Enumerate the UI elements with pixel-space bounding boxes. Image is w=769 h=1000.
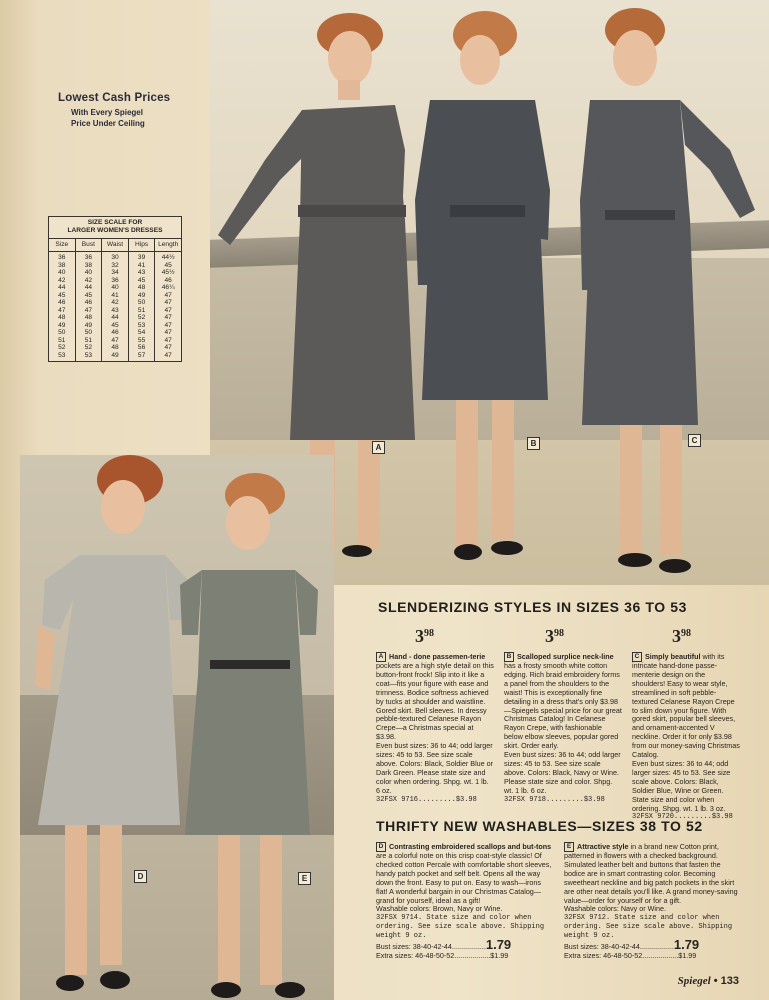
item-a-sku: 32FSX 9716.........$3.98 [376, 795, 477, 804]
item-d-colors: Washable colors: Brown, Navy or Wine. [376, 904, 503, 914]
label-e: E [298, 872, 311, 885]
header-waist: Waist [102, 239, 129, 251]
price-a [415, 626, 434, 647]
col-waist: 30 32 34 36 40 41 42 43 44 45 46 47 48 49 [102, 252, 129, 361]
price-b-dollars: 3 [545, 626, 554, 646]
item-d-lead: Contrasting embroidered scallops and but-tons [389, 841, 552, 851]
page-footer [678, 975, 739, 987]
item-c-text: with its intricate hand-done passe-menterie design on the shoulders! Easy to wear style, streamlined in soft pebble-textured Celanese Rayon Crepe to slim down your figure. With gored skirt, popular bell sleeves, and ornament-accented V neckline. Order it for only $3.98 from our money-saving Christmas Catalog. [632, 651, 740, 760]
item-d-marker: D [376, 842, 386, 852]
price-c-cents: 98 [681, 628, 691, 639]
size-scale-header [49, 239, 181, 252]
item-a-copy [376, 652, 494, 805]
item-e-price: 1.79 [673, 937, 700, 953]
col-hips: 39 41 43 45 48 49 50 51 52 53 54 55 56 57 [129, 252, 156, 361]
promo-line-2: With Every Spiegel [71, 108, 143, 117]
item-d-bust: Bust sizes: 38-40-42-44................. [376, 942, 486, 952]
price-a-cents: 98 [424, 628, 434, 639]
item-a-sizes: Even bust sizes: 36 to 44; odd larger sizes: 45 to 53. See size scale above. Colors: Black, Soldier Blue or Dark Green. Please state size and color when ordering. Shpg. wt. 1 lb. 6 oz. [376, 741, 494, 795]
promo-line-3: Price Under Ceiling [71, 119, 145, 128]
header-size: Size [49, 239, 76, 251]
item-c-sizes: Even bust sizes: 36 to 44; odd larger sizes: 45 to 53. See size scale above. Colors: Black, Soldier Blue, Wine or Green. State size and color when ordering. Shpg. wt. 1 lb. 3 oz. [632, 758, 731, 813]
item-c-copy [632, 652, 740, 822]
price-promo [58, 92, 170, 128]
item-d-copy [376, 842, 552, 961]
price-a-dollars: 3 [415, 626, 424, 646]
brand-logo: Spiegel [677, 975, 711, 987]
item-b-marker: B [504, 652, 514, 662]
item-a-lead: Hand - done passemen-terie [389, 651, 486, 661]
size-scale-title [49, 217, 181, 239]
label-a: A [372, 441, 385, 454]
price-c [672, 626, 691, 647]
size-scale-title-2: LARGER WOMEN'S DRESSES [67, 227, 163, 234]
section-heading-slenderizing: SLENDERIZING STYLES IN SIZES 36 TO 53 [378, 599, 688, 615]
item-d-text: are a colorful note on this crisp coat-style classic! Of checked cotton Percale with comfortable short sleeves, handy patch pocket and self belt. Opens all the way down the front. Easy to put on. Easy to wash—irons flat! A wonderful bargain in our Christmas Catalog—grand for yourself, ideal as a gift! [376, 851, 552, 905]
label-c: C [688, 434, 701, 447]
item-e-colors: Washable colors: Navy or Wine. [564, 904, 666, 914]
price-b [545, 626, 564, 647]
price-b-cents: 98 [554, 628, 564, 639]
item-b-sku: 32FSX 9718.........$3.98 [504, 795, 605, 804]
washables-illustration [20, 455, 334, 1000]
item-c-marker: C [632, 652, 642, 662]
item-e-lead: Attractive style [577, 841, 629, 851]
photo-two-models [20, 455, 334, 1000]
col-length: 44½ 45 45½ 46 46¼ 47 47 47 47 47 47 47 47 47 [161, 254, 175, 359]
header-bust: Bust [76, 239, 103, 251]
size-scale-table [48, 216, 182, 362]
item-c-lead: Simply beautiful [645, 651, 701, 661]
label-d: D [134, 870, 147, 883]
item-a-text: pockets are a high style detail on this button-front frock! Slip into it like a coat—fits your figure with ease and trimness. Bodice softness achieved by tucks at shoulder and waistline. Gored skirt. Bell sleeves. In dressy pebble-textured Celanese Rayon Crepe—a Christmas special at $3.98. [376, 661, 494, 742]
header-length: Length [158, 241, 179, 248]
item-e-extra: Extra sizes: 46-48-50-52..................$1.99 [564, 950, 697, 960]
size-scale-title-1: SIZE SCALE FOR [87, 219, 143, 226]
label-b: B [527, 437, 540, 450]
size-scale-body [49, 252, 181, 361]
item-e-bust: Bust sizes: 38-40-42-44................. [564, 942, 674, 952]
col-bust: 36 38 40 42 44 45 46 47 48 49 50 51 52 53 [76, 252, 103, 361]
item-c-sku: 32FSX 9720.........$3.98 [632, 813, 733, 822]
item-b-copy [504, 652, 622, 805]
item-d-extra: Extra sizes: 46-48-50-52..................$1.99 [376, 950, 509, 960]
item-a-marker: A [376, 652, 386, 662]
section-heading-washables: THRIFTY NEW WASHABLES—SIZES 38 TO 52 [376, 818, 703, 834]
item-e-copy [564, 842, 740, 961]
item-e-text: in a brand new Cotton print, patterned in flowers with a checked background. Simulated leather belt and buttons that fasten the bodice are in smart contrasting color. Becoming sweetheart neckline and big patch pockets in the skirt are other neat details you'll like. A grand money-saving value—order for yourself or for a gift. [564, 841, 738, 905]
promo-line-1: Lowest Cash Prices [58, 92, 171, 104]
item-e-marker: E [564, 842, 574, 852]
item-d-sku: 32FSX 9714. State size and color when ordering. See size scale above. Shipping weight 9 oz. [376, 914, 545, 941]
item-b-lead: Scalloped surplice neck-line [517, 651, 614, 661]
price-c-dollars: 3 [672, 626, 681, 646]
page-number: • 133 [713, 975, 739, 987]
item-e-sku: 32FSX 9712. State size and color when ordering. See size scale above. Shipping weight 9 oz. [564, 914, 733, 941]
item-b-text: has a frosty smooth white cotton edging. Rich braid embroidery forms a panel from the shoulders to the waist! This is exceptionally fine detailing in a dress that's only $3.98—Spiegels special price for our great Christmas Catalog! In Celanese Rayon Crepe, with fashionable below elbow sleeves, popular gored skirt. Order early. [504, 661, 622, 751]
col-size: 36 38 40 42 44 45 46 47 48 49 50 51 52 53 [49, 252, 76, 361]
item-d-price: 1.79 [485, 937, 512, 953]
header-hips: Hips [129, 239, 156, 251]
item-b-sizes: Even bust sizes: 36 to 44; odd larger sizes: 45 to 53. See size scale above. Colors: Black, Navy or Wine. Please state size and color. Shpg. wt. 1 lb. 6 oz. [504, 750, 621, 795]
